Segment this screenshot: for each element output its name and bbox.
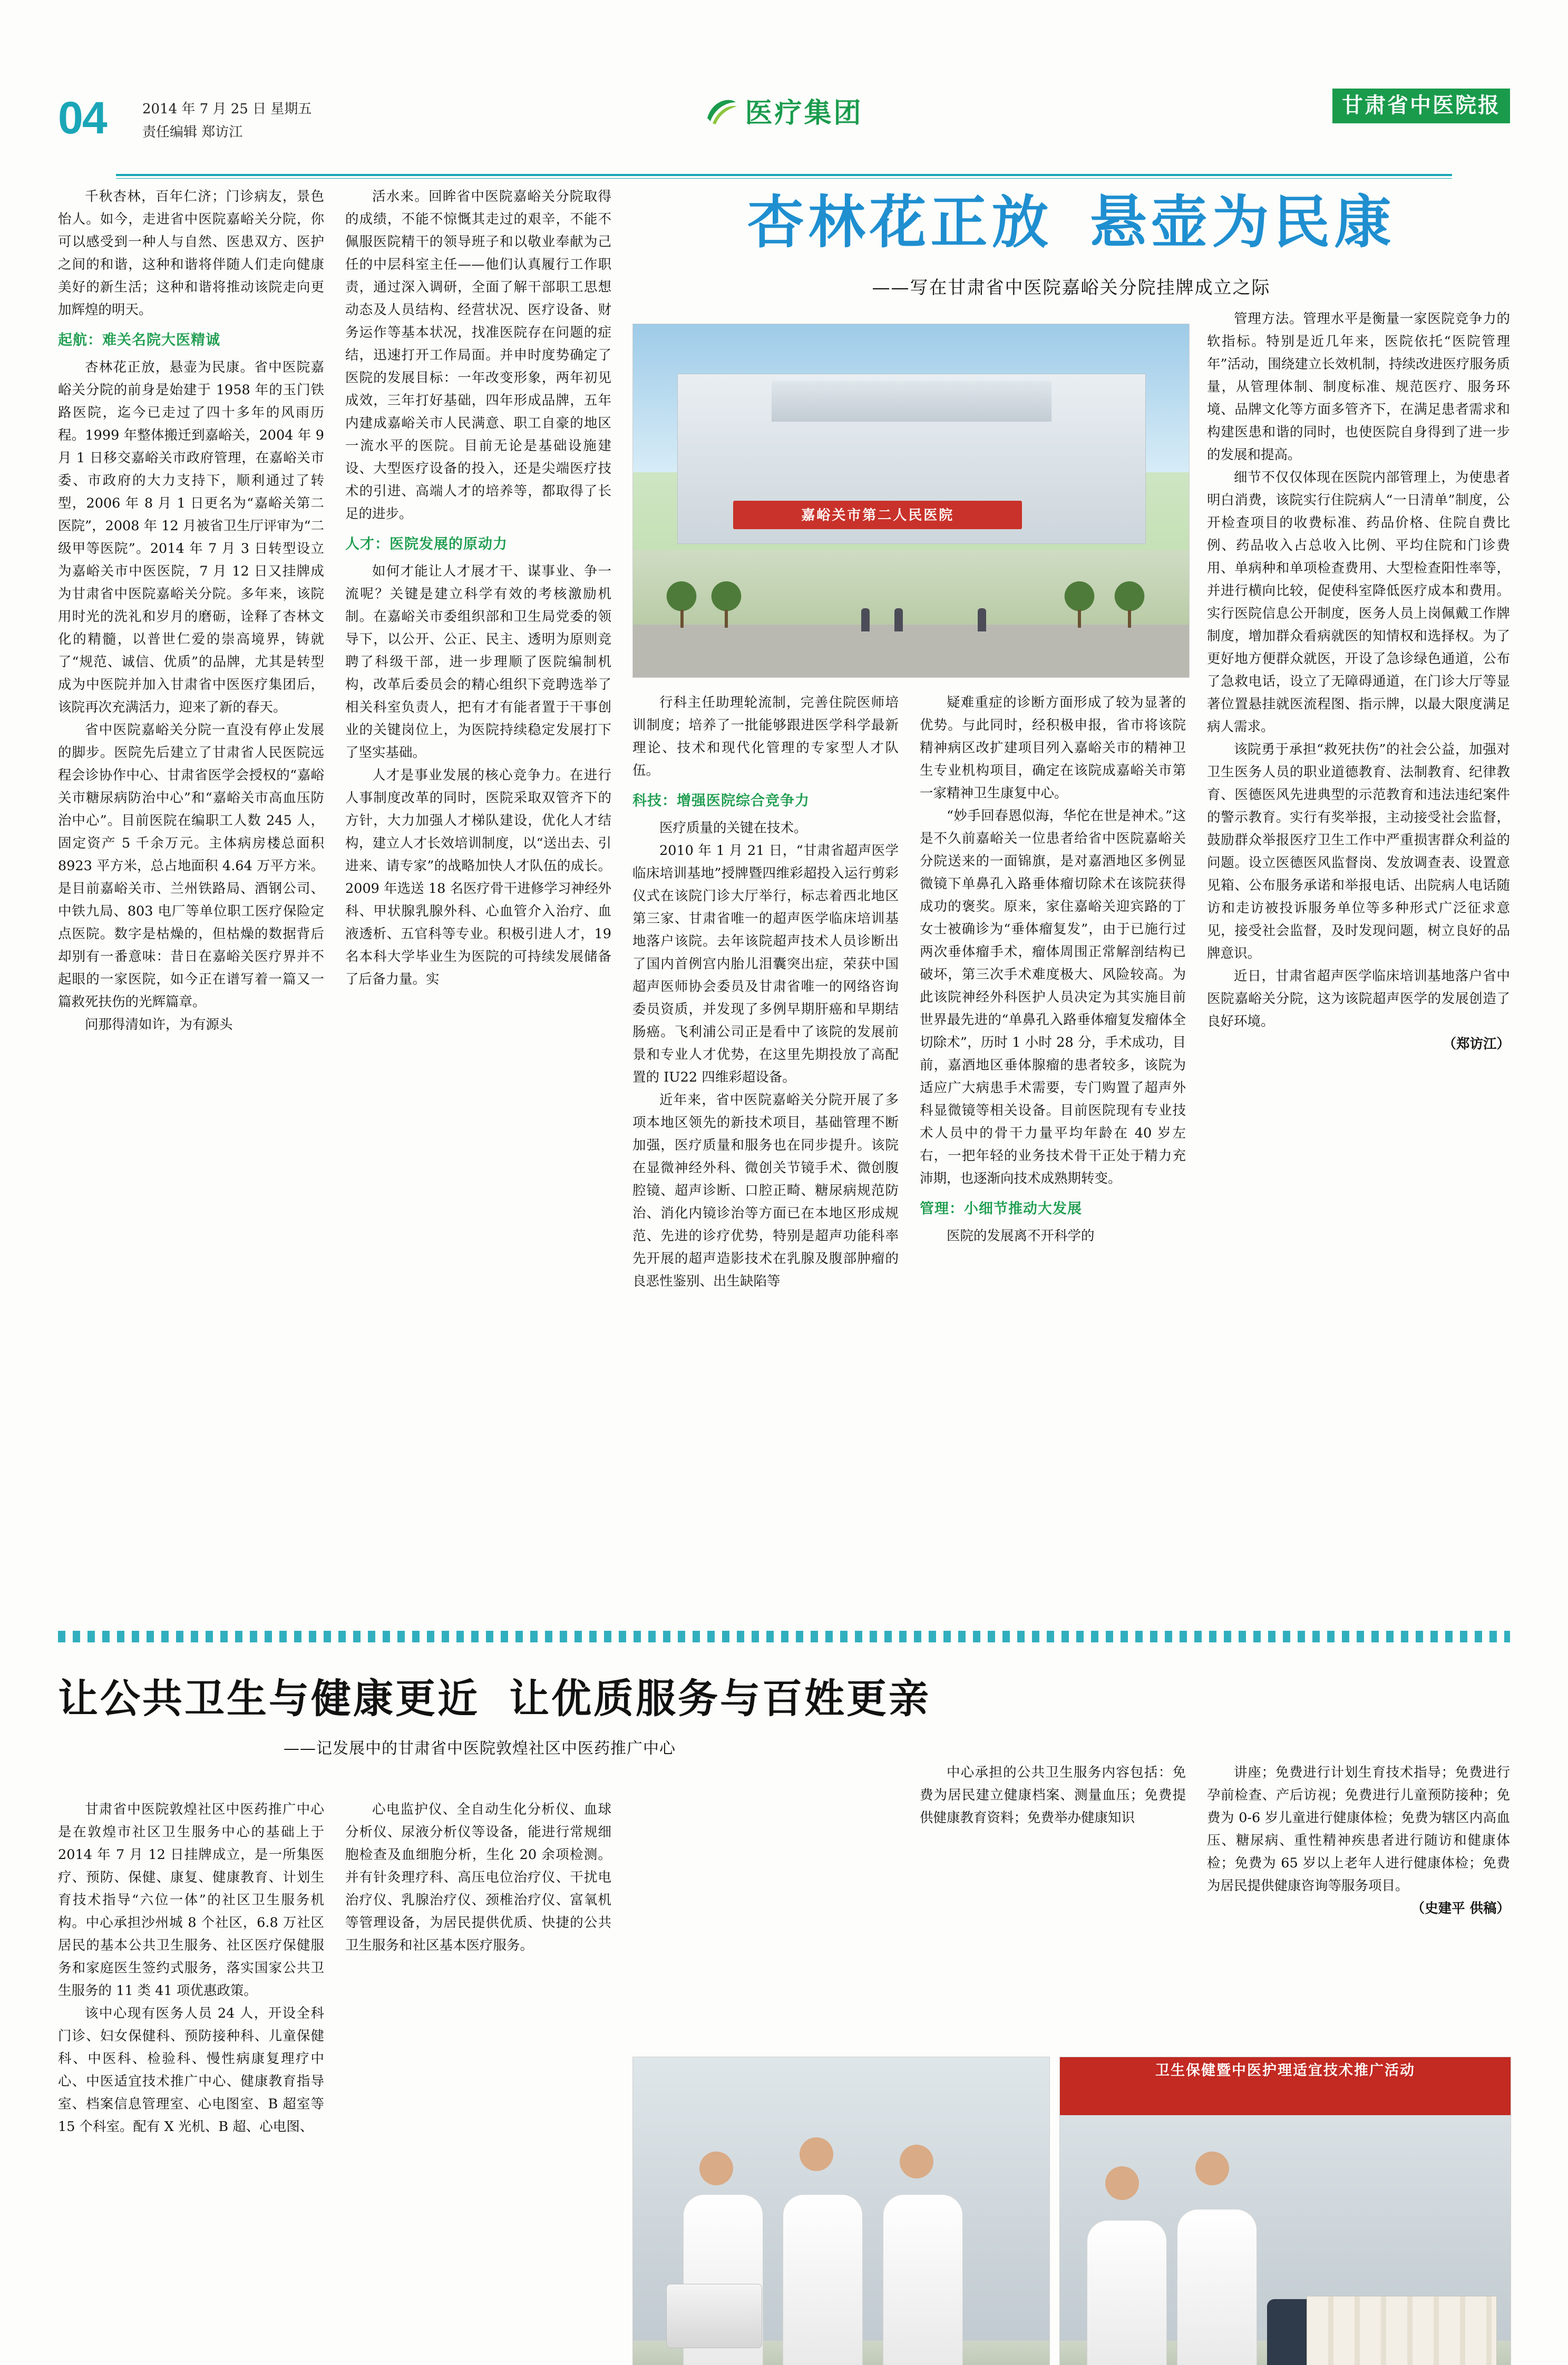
top-article (58, 186, 1510, 1648)
photo-tree (1064, 579, 1095, 628)
article-byline: （史建平 供稿） (1411, 1901, 1510, 1916)
photo-person (861, 608, 870, 631)
bottom-article (58, 1667, 1510, 2365)
top-column-1 (58, 186, 324, 1036)
subheading: 起航：难关名院大医精诚 (58, 332, 220, 348)
top-headline-block (632, 186, 1510, 299)
top-column-5 (1207, 308, 1510, 1056)
bottom-headline (58, 1672, 931, 1727)
paragraph: 近年来，省中医院嘉峪关分院开展了多项本地区领先的新技术项目，基础管理不断加强，医疗质量和服务也在同步提升。该院在显微神经外科、微创关节镜手术、微创腹腔镜、超声诊断、口腔正畸、糖尿病规范防治、消化内镜诊治等方面已在本地区形成规范、先进的诊疗优势，特别是超声功能科率先开展的超声造影技术在乳腺及腹部肿瘤的良恶性鉴别、出生缺陷等 (632, 1092, 899, 1289)
top-subtitle: ——写在甘肃省中医院嘉峪关分院挂牌成立之际 (872, 277, 1271, 298)
community-health-event-photo (1059, 2057, 1511, 2365)
paper-name: 甘肃省中医院报 (1332, 89, 1510, 123)
photo-road (633, 625, 1189, 678)
page-number: 04 (58, 93, 106, 143)
article-byline: （郑访江） (1443, 1036, 1510, 1052)
paragraph: 行科主任助理轮流制，完善住院医师培训制度；培养了一批能够跟进医学科学最新理论、技术和现代化管理的专家型人才队伍。 (632, 695, 899, 778)
photo-brochures (1307, 2296, 1497, 2365)
paragraph: 杏林花正放，悬壶为民康。省中医院嘉峪关分院的前身是始建于 1958 年的玉门铁路医院，迄今已走过了四十多年的风雨历程。1999 年整体搬迁到嘉峪关，2004 年 9 月 1 日移交嘉峪关市政府管理，在嘉峪关市委、市政府的大力支持下，顺利通过了转型，2006 年 8 月 1 日更名为“嘉峪关第二医院”，2008 年 12 月被省卫生厅评审为“二级甲等医院”。2014 年 7 月 3 日转型设立为嘉峪关市中医医院，7 月 12 日又挂牌成为甘肃省中医院嘉峪关分院。多年来，该院用时光的洗礼和岁月的磨砺，诠释了杏林文化的精髓，以普世仁爱的崇高境界，铸就了“规范、诚信、优质”的品牌，尤其是转型成为中医院并加入甘肃省中医医疗集团后，该院再次充满活力，迎来了新的春天。 (58, 359, 324, 715)
bottom-headline-part1: 让公共卫生与健康更近 (58, 1677, 480, 1721)
paragraph: 甘肃省中医院敦煌社区中医药推广中心是在敦煌市社区卫生服务中心的基础上于 2014 年 7 月 12 日挂牌成立，是一所集医疗、预防、保健、康复、健康教育、计划生育技术指导“六位一体”的社区卫生服务机构。中心承担沙州城 8 个社区，6.8 万社区居民的基本公共卫生服务、社区医疗保健服务和家庭医生签约式服务，落实国家公共卫生服务的 11 类 41 项优惠政策。 (58, 1802, 324, 1999)
top-headline (632, 186, 1510, 259)
paragraph: 管理方法。管理水平是衡量一家医院竞争力的软指标。特别是近几年来，医院依托“医院管理年”活动，围绕建立长效机制，持续改进医疗服务质量，从管理体制、制度标准、规范医疗、服务环境、品牌文化等方面多管齐下，在满足患者需求和构建医患和谐的同时，也使医院自身得到了进一步的发展和提高。 (1207, 311, 1510, 463)
photo-staff-figure (783, 2194, 863, 2365)
photo-banner-text: 嘉峪关市第二人民医院 (801, 507, 955, 523)
photo-person (894, 608, 903, 631)
photo-person (978, 608, 986, 631)
photo-medical-device (666, 2284, 762, 2348)
paragraph: 近日，甘肃省超声医学临床培训基地落户省中医院嘉峪关分院，这为该院超声医学的发展创造了良好环境。 (1207, 968, 1510, 1029)
paragraph: 该院勇于承担“救死扶伤”的社会公益，加强对卫生医务人员的职业道德教育、法制教育、纪律教育、医德医风先进典型的示范教育和违法违纪案件的警示教育。实行有奖举报，主动接受社会监督，鼓励群众举报医疗卫生工作中严重损害群众利益的问题。设立医德医风监督岗、发放调查表、设置意见箱、公布服务承诺和举报电话、出院病人电话随访和走访被投诉服务单位等多种形式广泛征求意见，接受社会监督，及时发现问题，树立良好的品牌意识。 (1207, 742, 1510, 961)
top-column-4 (920, 692, 1186, 1248)
paragraph: 讲座；免费进行计划生育技术指导；免费进行孕前检查、产后访视；免费进行儿童预防接种；免费为 0-6 岁儿童进行健康体检；免费为辖区内高血压、糖尿病、重性精神疾患者进行随访和健康体检；免费为 65 岁以上老年人进行健康体检；免费为居民提供健康咨询等服务项目。 (1207, 1765, 1510, 1894)
paragraph: 省中医院嘉峪关分院一直没有停止发展的脚步。医院先后建立了甘肃省人民医院远程会诊协作中心、甘肃省医学会授权的“嘉峪关市糖尿病防治中心”和“嘉峪关市高血压防治中心”。目前医院在编职工人数 245 人，固定资产 5 千余万元。主体病房楼总面积 8923 平方米，总占地面积 4.64 万平方米。是目前嘉峪关市、兰州铁路局、酒钢公司、中铁九局、803 电厂等单位职工医疗保险定点医院。数字是枯燥的，但枯燥的数据背后却别有一番意味：昔日在嘉峪关医疗界并不起眼的一家医院，如今正在谱写着一篇又一篇救死扶伤的光辉篇章。 (58, 722, 324, 1010)
photo-tree (1114, 579, 1145, 628)
paragraph: 医疗质量的关键在技术。 (659, 820, 807, 836)
top-headline-part2: 悬壶为民康 (1089, 190, 1396, 254)
top-headline-part1: 杏林花正放 (747, 190, 1053, 254)
paragraph: 如何才能让人才展才干、谋事业、争一流呢？关键是建立科学有效的考核激励机制。在嘉峪关市委组织部和卫生局党委的领导下，以公开、公正、民主、透明为原则竞聘了科级干部，进一步理顺了医院编制机构，改革后委员会的精心组织下竞聘选举了相关科室负责人，把有才有能者置于干事创业的关键岗位上，为医院持续稳定发展打下了坚实基础。 (345, 563, 611, 761)
paragraph: 医院的发展离不开科学的 (947, 1228, 1095, 1244)
photo-staff-head (1195, 2152, 1229, 2185)
bottom-column-2 (345, 1798, 611, 1957)
paragraph: 问那得清如许，为有源头 (85, 1017, 233, 1033)
paragraph: 活水来。回眸省中医院嘉峪关分院取得的成绩，不能不惊慨其走过的艰辛，不能不佩服医院精干的领导班子和以敬业奉献为己任的中层科室主任——他们认真履行工作职责，通过深入调研，全面了解干部职工思想动态及人员结构、经营状况、医疗设备、财务运作等基本状况，找准医院存在问题的症结，迅速打开工作局面。并申时度势确定了医院的发展目标：一年改变形象，两年初见成效，三年打好基础，四年形成品牌，五年内建成嘉峪关市人民满意、职工自豪的地区一流水平的医院。目前无论是基础设施建设、大型医疗设备的投入，还是尖端医疗技术的引进、高端人才的培养等，都取得了长足的进步。 (345, 189, 611, 522)
photo-building-top (772, 381, 1052, 422)
responsible-editor: 责任编辑 郑访江 (142, 124, 243, 140)
paragraph: 该中心现有医务人员 24 人，开设全科门诊、妇女保健科、预防接种科、儿童保健科、中医科、检验科、慢性病康复理疗中心、中医适宜技术推广中心、健康教育指导室、档案信息管理室、心电图室、B 超室等 15 个科室。配有 X 光机、B 超、心电图、 (58, 2006, 324, 2135)
paragraph: “妙手回春恩似海，华佗在世是神术。”这是不久前嘉峪关一位患者给省中医院嘉峪关分院送来的一面锦旗，是对嘉酒地区多例显微镜下单鼻孔入路垂体瘤切除术在该院获得成功的褒奖。原来，家住嘉峪关迎宾路的丁女士被确诊为“垂体瘤复发”，由于已施行过两次垂体瘤手术，瘤体周围正常解剖结构已破坏，第三次手术难度极大、风险较高。为此该院神经外科医护人员决定为其实施目前世界最先进的“单鼻孔入路垂体瘤复发瘤体全切除术”，历时 1 小时 28 分，手术成功，目前，嘉酒地区垂体腺瘤的患者较多，该院为适应广大病患手术需要，专门购置了超声外科显微镜等相关设备。目前医院现有专业技术人员中的骨干力量平均年龄在 40 岁左右，一把年轻的业务技术骨干正处于精力充沛期，也逐渐向技术成熟期转变。 (920, 808, 1186, 1186)
top-column-2 (345, 186, 611, 991)
subheading: 人才：医院发展的原动力 (345, 536, 508, 552)
hospital-building-photo (632, 324, 1190, 678)
section-title-group (705, 91, 863, 130)
paragraph: 细节不仅仅体现在医院内部管理上，为使患者明白消费，该院实行住院病人“一日清单”制度，公开检查项目的收费标准、药品价格、住院自费比例、药品收入占总收入比例、平均住院和门诊费用、单病种和单项检查费用、大型检查阳性率等，并进行横向比较，促使科室降低医疗成本和费用。实行医院信息公开制度，医务人员上岗佩戴工作牌制度，增加群众看病就医的知情权和选择权。为了更好地方便群众就医，开设了急诊绿色通道，公布了急救电话，设立了无障碍通道，在门诊大厅等显著位置悬挂就医流程图、指示牌，以最大限度满足病人需求。 (1207, 470, 1510, 735)
paragraph: 千秋杏林，百年仁济；门诊病友，景色怡人。如今，走进省中医院嘉峪关分院，你可以感受到一种人与自然、医患双方、医护之间的和谐，这种和谐将伴随人们走向健康美好的新生活；这种和谐将推动该院走向更加辉煌的明天。 (58, 189, 324, 318)
section-title: 医疗集团 (745, 98, 863, 129)
photo-staff-figure (883, 2194, 963, 2365)
masthead-divider (116, 174, 1452, 176)
photo-tree (711, 579, 742, 628)
bottom-headline-block (58, 1672, 931, 1758)
swoosh-icon (705, 95, 737, 126)
paragraph: 心电监护仪、全自动生化分析仪、血球分析仪、尿液分析仪等设备，能进行常规细胞检查及血细胞分析，生化 20 余项检测。并有针灸理疗科、高压电位治疗仪、干扰电治疗仪、乳腺治疗仪、颈椎治疗仪、富氧机等管理设备，为居民提供优质、快捷的公共卫生服务和社区基本医疗服务。 (345, 1802, 611, 1953)
photo-staff-head (1105, 2166, 1139, 2200)
bottom-subtitle: ——记发展中的甘肃省中医院敦煌社区中医药推广中心 (284, 1739, 676, 1758)
photo-event-banner: 卫生保健暨中医护理适宜技术推广活动 (1060, 2057, 1511, 2115)
photo-staff-figure (1087, 2220, 1167, 2365)
paragraph: 中心承担的公共卫生服务内容包括：免费为居民建立健康档案、测量血压；免费提供健康教育资料；免费举办健康知识 (920, 1765, 1186, 1826)
bottom-headline-part2: 让优质服务与百姓更亲 (509, 1677, 931, 1721)
photo-staff-head (900, 2145, 933, 2178)
bottom-column-4 (1207, 1761, 1510, 1920)
bottom-column-3 (920, 1761, 1186, 1829)
photo-staff-head (800, 2137, 833, 2171)
paragraph: 2010 年 1 月 21 日，“甘肃省超声医学临床培训基地”授牌暨四维彩超投入运行剪彩仪式在该院门诊大厅举行，标志着西北地区第三家、甘肃省唯一的超声医学临床培训基地落户该院。去年该院超声技术人员诊断出了国内首例宫内胎儿泪囊突出症，荣获中国超声医师协会委员及甘肃省唯一的网络咨询委员资质，并发现了多例早期肝癌和早期结肠癌。飞利浦公司正是看中了该院的发展前景和专业人才优势，在这里先期投放了高配置的 IU22 四维彩超设备。 (632, 843, 899, 1085)
page-content (58, 186, 1510, 2365)
subheading: 管理：小细节推动大发展 (920, 1201, 1082, 1217)
section-wave-divider (58, 1631, 1510, 1642)
paragraph: 疑难重症的诊断方面形成了较为显著的优势。与此同时，经积极申报，省市将该院精神病区改扩建项目列入嘉峪关市的精神卫生专业机构项目，确定在该院成嘉峪关市第一家精神卫生康复中心。 (920, 695, 1186, 801)
photo-tree (666, 579, 697, 628)
publication-date: 2014 年 7 月 25 日 星期五 (142, 101, 312, 117)
photo-staff-figure (1177, 2209, 1257, 2365)
masthead-divider-thin (116, 178, 1452, 179)
clinic-staff-photo (632, 2057, 1050, 2365)
masthead (58, 0, 1510, 143)
bottom-column-1 (58, 1798, 324, 2138)
subheading: 科技：增强医院综合竞争力 (632, 793, 810, 809)
paragraph: 人才是事业发展的核心竞争力。在进行人事制度改革的同时，医院采取双管齐下的方针，大力加强人才梯队建设，优化人才结构，建立人才长效培训制度，以“送出去、引进来、请专家”的战略加快人才队伍的成长。2009 年选送 18 名医疗骨干进修学习神经外科、甲状腺乳腺外科、心血管介入治疗、血液透析、五官科等专业。积极引进人才，19 名本科大学毕业生为医院的可持续发展储备了后备力量。实 (345, 767, 611, 987)
top-column-3 (632, 692, 899, 1293)
